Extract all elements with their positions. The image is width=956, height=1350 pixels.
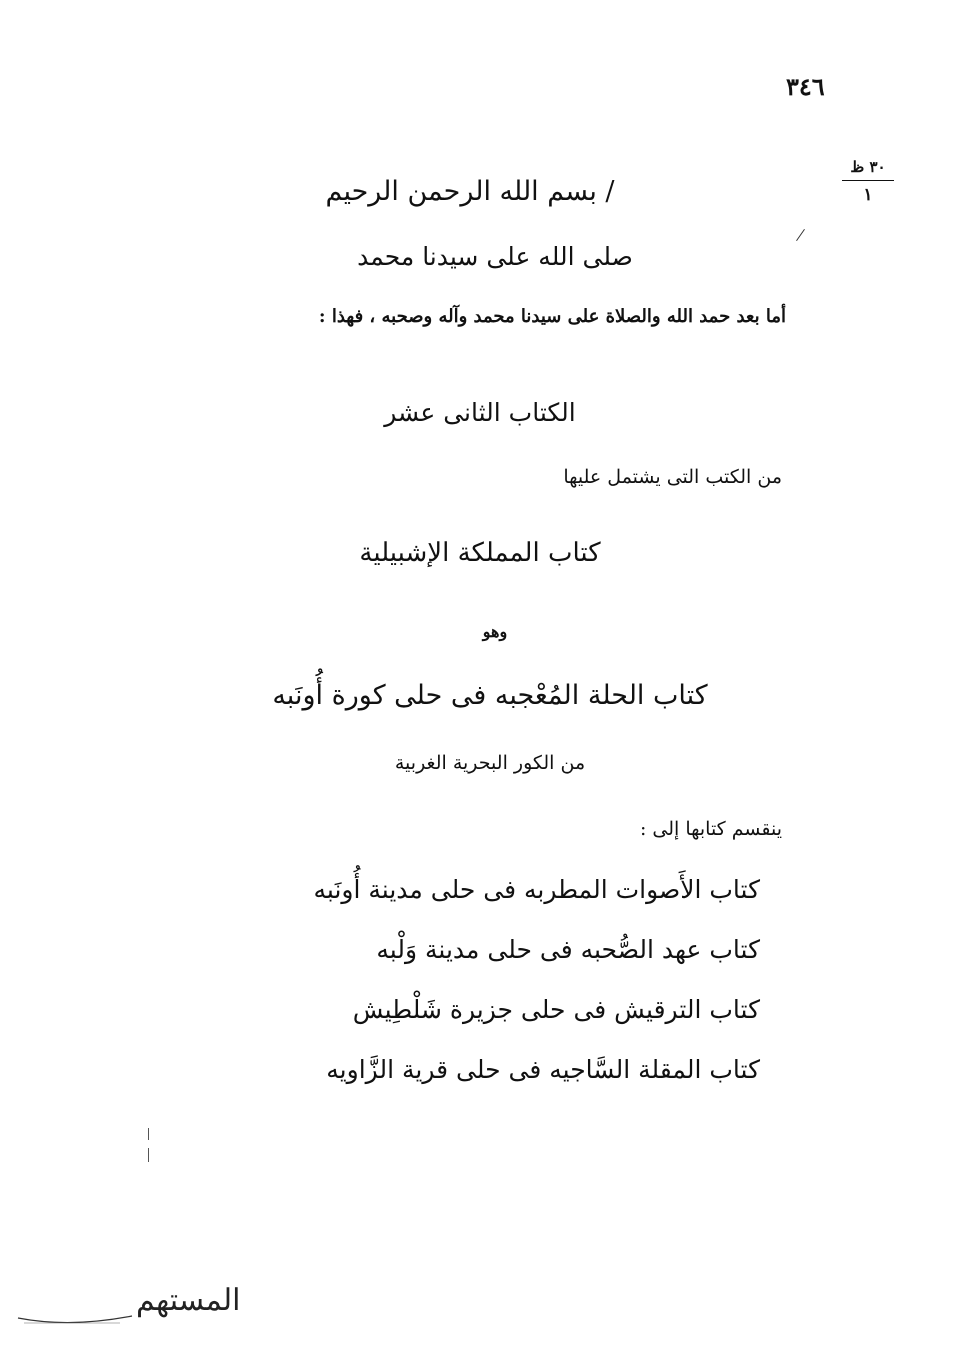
list-item: كتاب عهد الصُّحبه فى حلى مدينة وَلْبه	[376, 935, 760, 964]
list-item: كتاب المقلة السَّاجيه فى حلى قرية الزَّاويه	[326, 1055, 760, 1084]
from-books-caption: من الكتب التى يشتمل عليها	[563, 466, 782, 488]
folio-marker	[842, 158, 894, 205]
margin-tick	[148, 1148, 149, 1162]
page-number: ٣٤٦	[786, 72, 825, 101]
watermark-logo	[10, 1270, 241, 1330]
folio-number: ٣٠ ظ	[850, 158, 886, 176]
folio-sub-number: ١	[863, 185, 873, 205]
kingdom-title: كتاب المملكة الإشبيلية	[359, 538, 601, 568]
sub-books-list	[280, 868, 760, 1108]
list-item: كتاب الترقيش فى حلى جزيرة شَلْطِيش	[352, 995, 760, 1024]
folio-divider	[842, 180, 894, 181]
region-caption: من الكور البحرية الغربية	[394, 752, 586, 774]
division-caption: ينقسم كتابها إلى :	[639, 818, 782, 840]
book-number-title: الكتاب الثانى عشر	[384, 398, 576, 427]
margin-mark	[796, 229, 805, 241]
connector-text: وهو	[482, 622, 508, 641]
logo-text: المستهم	[136, 1283, 241, 1318]
list-item: كتاب الأَصوات المطربه فى حلى مدينة أُونَبه	[313, 875, 760, 904]
basmala-heading: / بسم الله الرحمن الرحيم	[325, 176, 615, 207]
salutation-heading: صلى الله على سيدنا محمد	[357, 242, 633, 271]
intro-paragraph: أما بعد حمد الله والصلاة على سيدنا محمد وآله وصحبه ، فهذا :	[318, 306, 786, 327]
main-book-title: كتاب الحلة المُعْجبه فى حلى كورة أُونَبه	[272, 680, 708, 711]
margin-tick	[148, 1128, 149, 1140]
